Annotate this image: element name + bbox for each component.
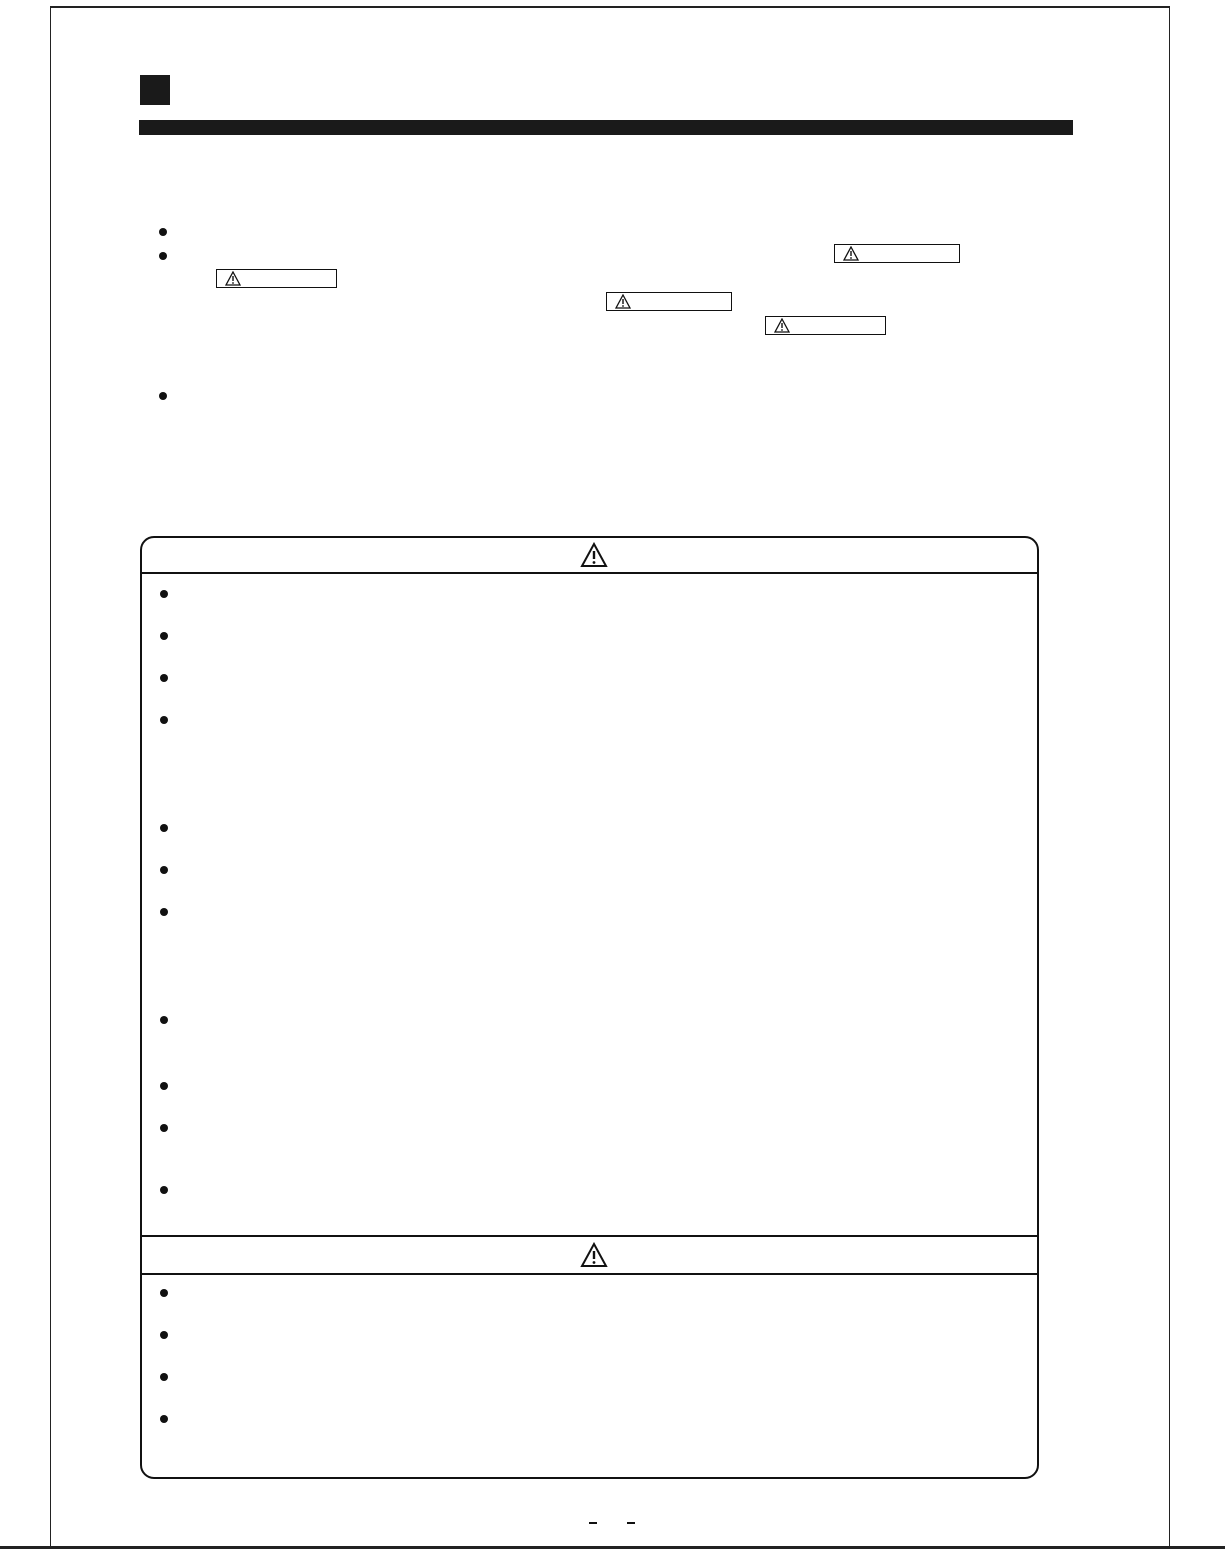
- warning-tag: [765, 316, 886, 335]
- panel-bullet: [160, 674, 168, 682]
- warning-tag: [216, 269, 337, 288]
- warning-triangle-icon: [843, 246, 859, 261]
- panel-bullet: [160, 1373, 168, 1381]
- panel-header-rule: [142, 572, 1037, 574]
- warning-triangle-icon: [774, 318, 790, 333]
- panel-bullet: [160, 1082, 168, 1090]
- intro-bullet-3: [159, 392, 167, 400]
- panel-bullet: [160, 1415, 168, 1423]
- warning-tag: [606, 292, 732, 311]
- safety-panel: [140, 536, 1039, 1479]
- section-title-bar: [139, 120, 1073, 135]
- warning-triangle-icon: [580, 1242, 608, 1268]
- warning-triangle-icon: [615, 294, 631, 309]
- panel-bullet: [160, 824, 168, 832]
- intro-bullet-2: [159, 252, 167, 260]
- panel-bullet: [160, 1124, 168, 1132]
- panel-bullet: [160, 1016, 168, 1024]
- warning-triangle-icon: [580, 542, 608, 568]
- section-marker: [140, 75, 170, 105]
- panel-bullet: [160, 632, 168, 640]
- panel-divider-rule: [142, 1235, 1037, 1237]
- panel-bullet: [160, 1331, 168, 1339]
- panel-bullet: [160, 866, 168, 874]
- page-number-dash-left: [589, 1522, 597, 1524]
- warning-triangle-icon: [225, 271, 241, 286]
- panel-bullet: [160, 1186, 168, 1194]
- panel-bullet: [160, 1289, 168, 1297]
- panel-subheader-rule: [142, 1273, 1037, 1275]
- panel-bullet: [160, 716, 168, 724]
- intro-bullet-1: [159, 228, 167, 236]
- page-number-dash-right: [627, 1522, 635, 1524]
- warning-tag: [834, 244, 960, 263]
- panel-bullet: [160, 590, 168, 598]
- panel-bullet: [160, 908, 168, 916]
